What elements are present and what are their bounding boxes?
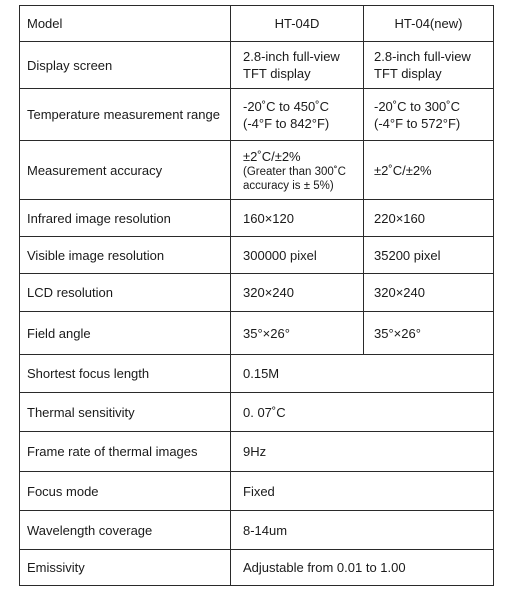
row-label: Display screen [20, 42, 231, 89]
header-model-ht04d: HT-04D [231, 6, 364, 42]
row-label: Measurement accuracy [20, 141, 231, 200]
cell-ht04d [231, 141, 364, 200]
table-row [20, 511, 494, 550]
table-row [20, 274, 494, 312]
row-label: Wavelength coverage [20, 511, 231, 550]
table-row [20, 141, 494, 200]
row-label: Visible image resolution [20, 237, 231, 274]
range-celsius: -20˚C to 300˚C [374, 98, 460, 114]
header-model-ht04new: HT-04(new) [364, 6, 494, 42]
cell-ht04d: 160×120 [231, 200, 364, 237]
row-label: Field angle [20, 312, 231, 355]
cell-shared-value: 8-14um [231, 511, 494, 550]
table-row [20, 393, 494, 432]
cell-shared-value: Fixed [231, 472, 494, 511]
cell-ht04d: 2.8-inch full-view TFT display [231, 42, 364, 89]
row-label: Infrared image resolution [20, 200, 231, 237]
table-row [20, 472, 494, 511]
table-row [20, 89, 494, 141]
cell-ht04d [231, 89, 364, 141]
spec-table [19, 5, 494, 586]
accuracy-note: (Greater than 300˚C accuracy is ± 5%) [243, 165, 346, 192]
row-label: Focus mode [20, 472, 231, 511]
table-row [20, 237, 494, 274]
cell-ht04new: 220×160 [364, 200, 494, 237]
range-celsius: -20˚C to 450˚C [243, 98, 329, 114]
table-row [20, 42, 494, 89]
cell-ht04new: 2.8-inch full-view TFT display [364, 42, 494, 89]
accuracy-value: ±2˚C/±2% [243, 148, 301, 164]
row-label: Thermal sensitivity [20, 393, 231, 432]
table-row [20, 355, 494, 393]
table-header-row [20, 6, 494, 42]
cell-shared-value: 9Hz [231, 432, 494, 472]
cell-ht04new [364, 89, 494, 141]
header-label: Model [20, 6, 231, 42]
table-row [20, 200, 494, 237]
row-label: LCD resolution [20, 274, 231, 312]
table-row [20, 312, 494, 355]
cell-ht04d: 35°×26° [231, 312, 364, 355]
cell-shared-value: Adjustable from 0.01 to 1.00 [231, 550, 494, 586]
cell-ht04new: 35200 pixel [364, 237, 494, 274]
row-label: Shortest focus length [20, 355, 231, 393]
table-row [20, 432, 494, 472]
cell-ht04d: 300000 pixel [231, 237, 364, 274]
cell-shared-value: 0.15M [231, 355, 494, 393]
range-fahrenheit: (-4°F to 572°F) [374, 115, 461, 131]
cell-shared-value: 0. 07˚C [231, 393, 494, 432]
row-label: Emissivity [20, 550, 231, 586]
table-row [20, 550, 494, 586]
row-label: Temperature measurement range [20, 89, 231, 141]
cell-ht04new: ±2˚C/±2% [364, 141, 494, 200]
row-label: Frame rate of thermal images [20, 432, 231, 472]
cell-ht04new: 320×240 [364, 274, 494, 312]
range-fahrenheit: (-4°F to 842°F) [243, 115, 330, 131]
cell-ht04d: 320×240 [231, 274, 364, 312]
cell-ht04new: 35°×26° [364, 312, 494, 355]
